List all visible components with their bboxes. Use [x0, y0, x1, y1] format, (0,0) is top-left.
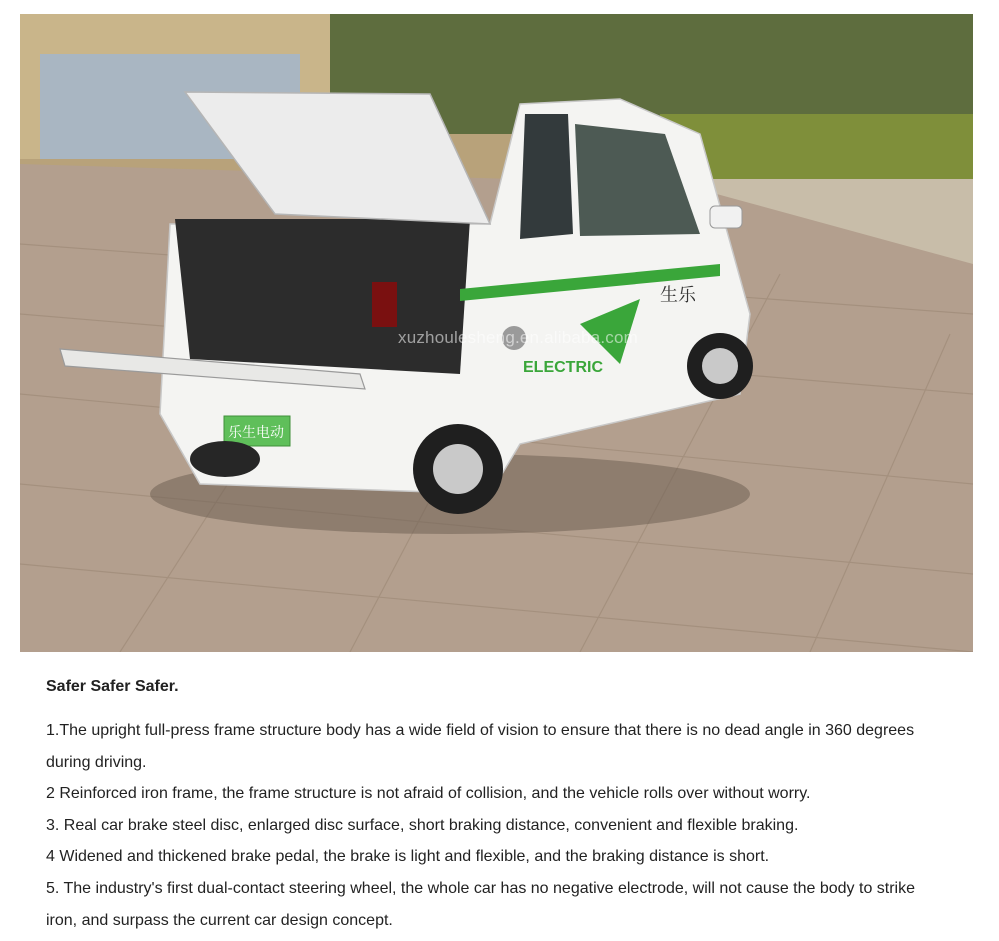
vehicle-door-badge: 生乐 [660, 285, 696, 306]
feature-point-5: 5. The industry's first dual-contact steering wheel, the whole car has no negative electrode, will not cause the body to strike iron, and surpass the current car design concept. [46, 879, 916, 929]
product-description [46, 676, 946, 936]
feature-point-2: 2 Reinforced iron frame, the frame structure is not afraid of collision, and the vehicle rolls over without worry. [46, 785, 811, 803]
feature-point-1: 1.The upright full-press frame structure body has a wide field of vision to ensure that there is no dead angle in 360 degrees during driving. [46, 722, 915, 771]
watermark: xuzhoulesheng.en.alibaba.com [398, 328, 638, 347]
vehicle-electric-logo: ELECTRIC [523, 359, 603, 376]
product-photo [20, 14, 973, 652]
feature-point-4: 4 Widened and thickened brake pedal, the brake is light and flexible, and the braking distance is short. [46, 848, 770, 866]
section-heading: Safer Safer Safer. [46, 678, 179, 695]
license-plate: 乐生电动 [228, 425, 284, 441]
feature-point-3: 3. Real car brake steel disc, enlarged disc surface, short braking distance, convenient and flexible braking. [46, 816, 799, 834]
